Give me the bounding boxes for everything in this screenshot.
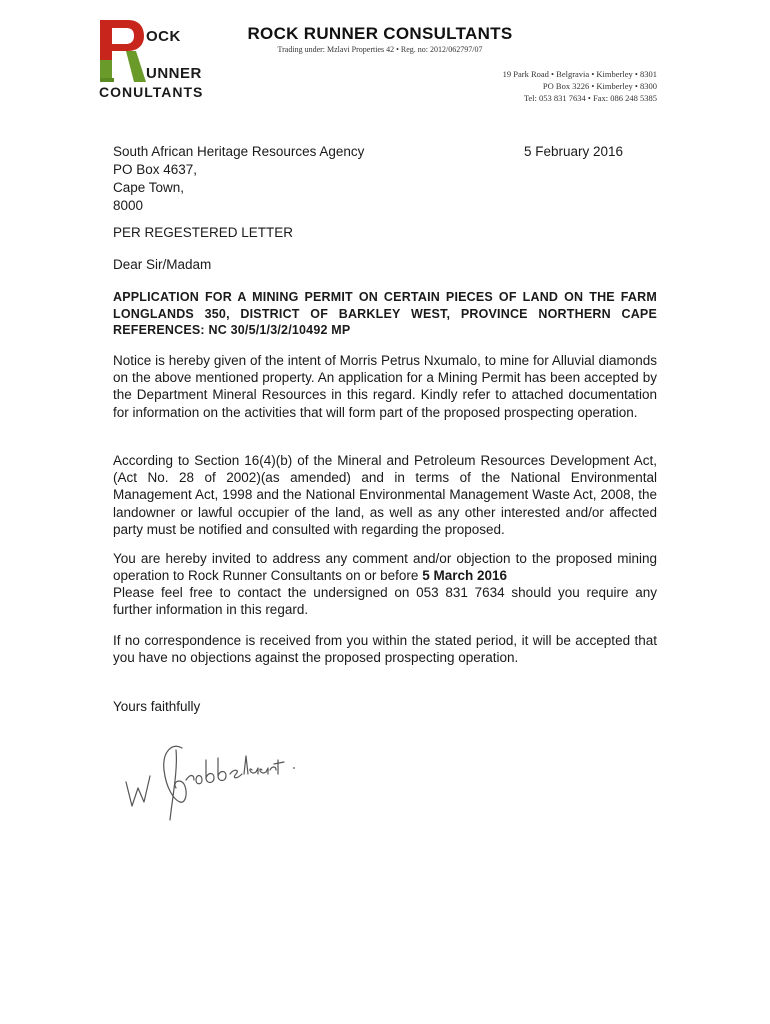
body-paragraph: Notice is hereby given of the intent of Morris Petrus Nxumalo, to mine for Alluvial diamonds on the above mentioned property. An application for a Mining Permit has been accepted by the Department Mineral Resources in this regard. Kindly refer to attached documentation for information on the activities that will form part of the proposed prospecting operation. [113,353,657,420]
recipient-line: PO Box 4637, [113,162,198,177]
recipient-address [113,143,364,215]
salutation: Dear Sir/Madam [113,257,212,272]
recipient-line: Cape Town, [113,180,185,195]
letter-date: 5 February 2016 [523,144,623,159]
delivery-method: PER REGESTERED LETTER [113,225,294,240]
address-line: 19 Park Road • Belgravia • Kimberley • 8301 [502,69,657,79]
body-paragraph [113,550,657,584]
recipient-line: 8000 [113,198,144,213]
logo-word-ock: OCK [146,28,181,45]
invitation-text: You are hereby invited to address any comment and/or objection to the proposed mining operation to Rock Runner Consultants on or before [113,551,657,584]
company-address [503,68,657,104]
handwritten-signature [112,730,302,830]
address-line: Tel: 053 831 7634 • Fax: 086 248 5385 [523,93,657,103]
closing: Yours faithfully [113,699,201,714]
recipient-line: South African Heritage Resources Agency [113,144,365,159]
body-paragraph: According to Section 16(4)(b) of the Mineral and Petroleum Resources Development Act, (Act No. 28 of 2002)(as amended) and in terms of the National Environmental Management Act, 1998 and the National Environmental Management Waste Act, 2008, the landowner or lawful occupier of the land, as well as any other interested and/or affected party must be notified and consulted with regarding the proposed. [113,453,657,537]
company-name: ROCK RUNNER CONSULTANTS [247,24,513,43]
company-logo [96,18,246,102]
deadline-date: 5 March 2016 [422,568,508,584]
subject-heading: APPLICATION FOR A MINING PERMIT ON CERTAIN PIECES OF LAND ON THE FARM LONGLANDS 350, DISTRICT OF BARKLEY WEST, PROVINCE NORTHERN CAPE REFERENCES: NC 30/5/1/3/2/10492 MP [113,290,657,337]
logo-word-consultants: CONULTANTS [99,84,204,100]
logo-word-unner: UNNER [146,65,202,82]
company-trading-line: Trading under: Mzlavi Properties 42 • Reg. no: 2012/062797/07 [277,45,483,54]
address-line: PO Box 3226 • Kimberley • 8300 [542,81,657,91]
body-paragraph: Please feel free to contact the undersigned on 053 831 7634 should you require any further information in this regard. [113,585,657,618]
body-paragraph: If no correspondence is received from you within the stated period, it will be accepted that you have no objections against the proposed prospecting operation. [113,633,657,666]
